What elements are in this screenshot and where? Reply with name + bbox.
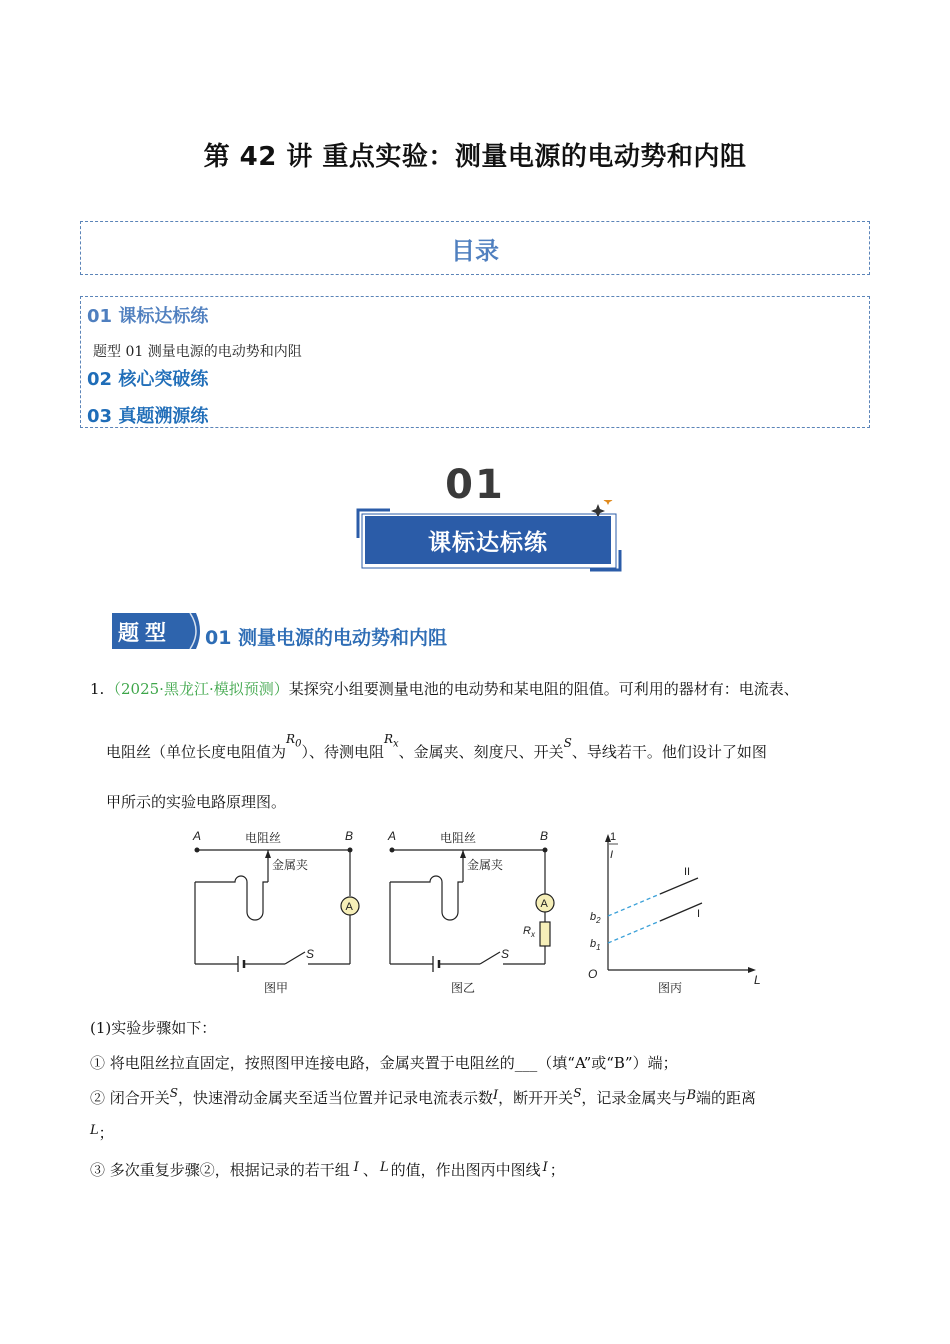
text: 、 bbox=[362, 1161, 378, 1179]
fig2-clip-label: 金属夹 bbox=[467, 858, 504, 872]
toc-heading: 目录 bbox=[451, 236, 499, 265]
step-2 bbox=[90, 1086, 757, 1107]
fig3-origin: O bbox=[588, 967, 598, 981]
text: ③ 多次重复步骤②，根据记录的若干组 bbox=[90, 1161, 350, 1179]
toc-item-01[interactable]: 01 课标达标练 bbox=[87, 306, 209, 327]
question-type-label: 01 测量电源的电动势和内阻 bbox=[205, 627, 448, 649]
step-2-cont bbox=[90, 1123, 114, 1142]
fig2-caption: 图乙 bbox=[451, 981, 476, 995]
toc-list bbox=[80, 296, 870, 428]
step-3 bbox=[90, 1160, 565, 1179]
problem-number: 1. bbox=[90, 680, 105, 698]
fig3-y-numerator: 1 bbox=[610, 831, 617, 843]
section-banner-label: 课标达标练 bbox=[428, 529, 548, 556]
figure-yi bbox=[387, 829, 554, 995]
fig2-label-a: A bbox=[388, 829, 397, 843]
symbol-b: B bbox=[686, 1088, 696, 1103]
fig2-label-b: B bbox=[540, 829, 549, 843]
fig2-rx: $R_x$ bbox=[523, 925, 535, 939]
text: 电阻丝（单位长度电阻值为 bbox=[106, 743, 287, 761]
toc-subitem-01[interactable]: 题型 01 测量电源的电动势和内阻 bbox=[93, 344, 302, 360]
problem-text-1: 某探究小组要测量电池的电动势和某电阻的阻值。可利用的器材有：电流表、 bbox=[288, 680, 799, 698]
section-banner bbox=[365, 516, 611, 564]
problem-line-1 bbox=[106, 682, 799, 697]
fig1-switch: S bbox=[306, 947, 315, 961]
symbol-s: S bbox=[573, 1086, 582, 1100]
question-type-badge: 题型 bbox=[118, 620, 172, 645]
fig1-clip-label: 金属夹 bbox=[272, 858, 309, 872]
problem-line-2 bbox=[106, 732, 767, 763]
fig1-caption: 图甲 bbox=[264, 981, 289, 995]
problem-line-3: 甲所示的实验电路原理图。 bbox=[106, 793, 287, 811]
section-number: 01 bbox=[445, 462, 505, 508]
symbol-rx: Rx bbox=[383, 732, 399, 750]
text: ② 闭合开关 bbox=[90, 1089, 170, 1107]
toc-heading-box bbox=[80, 221, 870, 275]
symbol-s: S bbox=[169, 1086, 179, 1100]
problem-source: （2025·黑龙江·模拟预测） bbox=[106, 680, 289, 698]
symbol-i: I bbox=[542, 1160, 548, 1175]
fig2-switch: S bbox=[501, 947, 510, 961]
fig3-caption: 图丙 bbox=[658, 981, 683, 995]
fig1-wire-label: 电阻丝 bbox=[245, 831, 282, 845]
text: 、导线若干。他们设计了如图 bbox=[571, 743, 767, 761]
figure-jia bbox=[192, 829, 359, 995]
fig1-ammeter: A bbox=[345, 901, 353, 913]
steps-intro: (1)实验步骤如下： bbox=[90, 1019, 217, 1037]
text: ； bbox=[549, 1161, 565, 1179]
fig3-x-label: L bbox=[754, 973, 761, 987]
figure-bing bbox=[588, 831, 761, 995]
fig3-b1: $b_1$ bbox=[590, 938, 601, 952]
fig1-label-b: B bbox=[345, 829, 354, 843]
text: 端的距离 bbox=[696, 1089, 757, 1107]
text: ； bbox=[98, 1124, 114, 1142]
text: ）、待测电阻 bbox=[301, 743, 384, 761]
symbol-s: S bbox=[563, 736, 572, 750]
fig3-line-1: I bbox=[697, 908, 701, 920]
symbol-i: I bbox=[493, 1088, 499, 1103]
fig3-b2: $b_2$ bbox=[590, 911, 601, 925]
text: ，快速滑动金属夹至适当位置并记录电流表示数 bbox=[178, 1089, 494, 1107]
fig2-ammeter: A bbox=[540, 898, 548, 910]
fig3-y-denominator: I bbox=[610, 849, 614, 861]
text: ，记录金属夹与 bbox=[581, 1089, 687, 1107]
fig1-label-a: A bbox=[193, 829, 202, 843]
circuit-figures bbox=[180, 822, 780, 1002]
symbol-l: L bbox=[379, 1160, 389, 1175]
fig2-wire-label: 电阻丝 bbox=[440, 831, 477, 845]
toc-item-03[interactable]: 03 真题溯源练 bbox=[87, 406, 209, 427]
fig3-line-2: II bbox=[684, 866, 691, 878]
symbol-i: I bbox=[353, 1160, 359, 1175]
toc-item-02[interactable]: 02 核心突破练 bbox=[87, 369, 209, 390]
text: 的值，作出图丙中图线 bbox=[390, 1161, 541, 1179]
page-title: 第 42 讲 重点实验：测量电源的电动势和内阻 bbox=[203, 142, 747, 172]
step-1: ① 将电阻丝拉直固定，按照图甲连接电路，金属夹置于电阻丝的___（填“A”或“B”）端； bbox=[90, 1054, 678, 1072]
text: ，断开开关 bbox=[498, 1089, 574, 1107]
symbol-l: L bbox=[90, 1123, 99, 1138]
symbol-r0: R0 bbox=[286, 732, 302, 750]
text: 、金属夹、刻度尺、开关 bbox=[398, 743, 564, 761]
